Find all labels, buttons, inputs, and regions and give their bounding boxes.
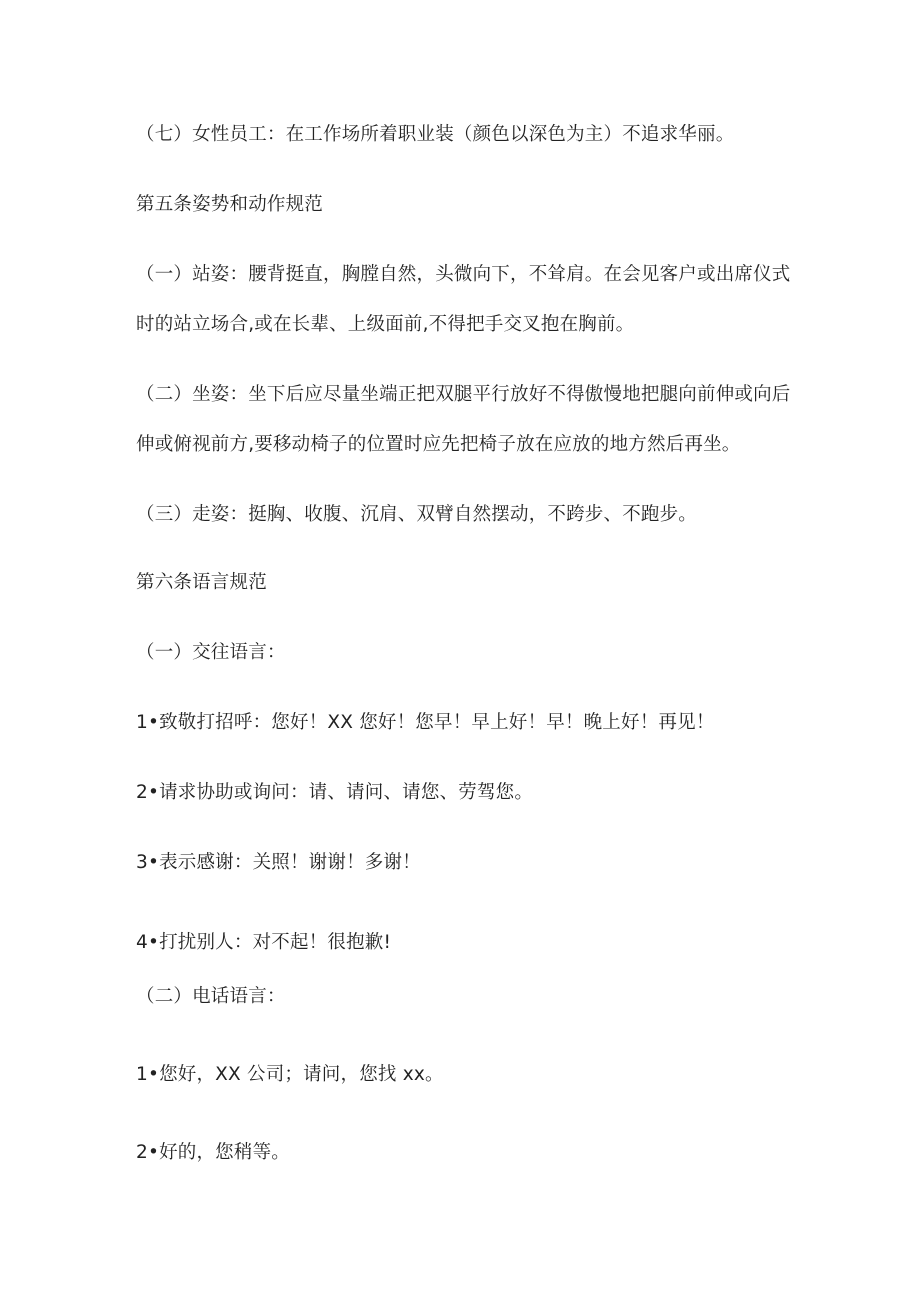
list-item-disturbing-others: 4•打扰别人：对不起！很抱歉! [136, 932, 392, 953]
paragraph-standing-posture-line-1: （一）站姿：腰背挺直，胸膛自然，头微向下，不耸肩。在会见客户或出席仪式 [136, 264, 791, 285]
list-item-request-help: 2•请求协助或询问：请、请问、请您、劳驾您。 [136, 782, 534, 803]
heading-article-5-posture: 第五条姿势和动作规范 [136, 194, 324, 215]
paragraph-walking-posture: （三）走姿：挺胸、收腹、沉肩、双臂自然摆动，不跨步、不跑步。 [136, 504, 698, 525]
subheading-social-language: （一）交往语言： [136, 642, 286, 663]
subheading-phone-language: （二）电话语言： [136, 986, 286, 1007]
paragraph-female-staff-dress: （七）女性员工：在工作场所着职业装（颜色以深色为主）不追求华丽。 [136, 124, 735, 145]
paragraph-sitting-posture-line-1: （二）坐姿：坐下后应尽量坐端正把双腿平行放好不得傲慢地把腿向前伸或向后 [136, 384, 791, 405]
list-item-greeting: 1•致敬打招呼：您好！XX 您好！您早！早上好！早！晚上好！再见！ [136, 712, 715, 733]
list-item-phone-wait: 2•好的，您稍等。 [136, 1142, 290, 1163]
heading-article-6-language: 第六条语言规范 [136, 572, 267, 593]
list-item-thanks: 3•表示感谢：关照！谢谢！多谢！ [136, 852, 421, 873]
paragraph-sitting-posture-line-2: 伸或俯视前方,要移动椅子的位置时应先把椅子放在应放的地方然后再坐。 [136, 434, 741, 455]
list-item-phone-greeting: 1•您好，XX 公司；请问，您找 xx。 [136, 1064, 444, 1085]
paragraph-standing-posture-line-2: 时的站立场合,或在长辈、上级面前,不得把手交叉抱在胸前。 [136, 314, 635, 335]
